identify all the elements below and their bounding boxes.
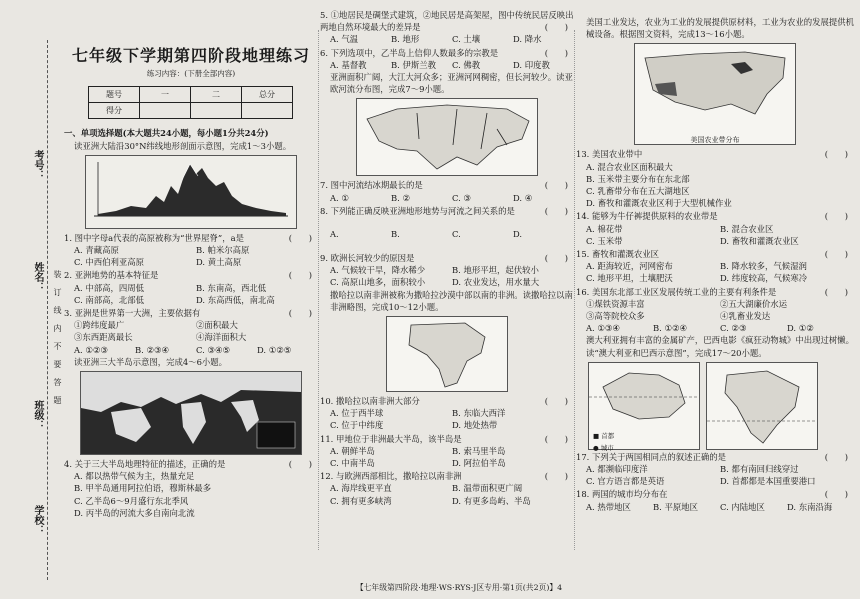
score-cell: 总分 <box>242 87 293 103</box>
option: B. 地形 <box>391 34 420 45</box>
question-3 <box>64 307 318 356</box>
eurasia-map-graphic <box>357 99 537 175</box>
option: A. 海岸线更平直 <box>330 483 392 494</box>
answer-blank[interactable]: ( ) <box>824 249 848 260</box>
answer-blank[interactable]: ( ) <box>824 286 848 297</box>
option: ④海洋面积大 <box>196 332 247 343</box>
map-caption: 美国农业带分布 <box>690 135 740 144</box>
option: B. 玉米带主要分布在东北部 <box>586 173 690 184</box>
question-6 <box>320 47 574 71</box>
option: C. ③ <box>452 192 471 203</box>
option: D. 畜牧和灌溉农业区利于大型机械作业 <box>586 198 732 209</box>
column-3 <box>576 8 854 513</box>
column-1 <box>64 8 318 519</box>
option: C. ③④⑤ <box>196 344 230 355</box>
question-stem: 16. 美国东北部工业区发展传统工业的主要有利条件是 <box>576 286 777 297</box>
answer-blank[interactable]: ( ) <box>288 232 312 243</box>
score-cell: 二 <box>191 87 242 103</box>
question-stem: 15. 畜牧和灌溉农业区 <box>576 249 659 260</box>
question-stem: 8. 下列能正确反映亚洲地形地势与河流之间关系的是 <box>320 205 515 216</box>
binding-seal-text: 装订线内不要答题 <box>53 270 62 414</box>
option: B. 甲半岛通用阿拉伯语，穆斯林最多 <box>74 483 212 494</box>
option: C. 地形平坦，土壤肥沃 <box>586 273 673 284</box>
name-label: 姓名： <box>32 262 43 292</box>
option: A. 中部高，四周低 <box>74 282 144 293</box>
option: D. 阿拉伯半岛 <box>452 458 506 469</box>
answer-blank[interactable]: ( ) <box>544 180 568 191</box>
answer-blank[interactable]: ( ) <box>544 433 568 444</box>
option: B. ①②④ <box>653 323 688 334</box>
option: D. 有更多岛屿、半岛 <box>452 495 531 506</box>
usa-map-graphic <box>635 44 795 130</box>
answer-blank[interactable]: ( ) <box>288 308 312 319</box>
option: C. 南部高，北部低 <box>74 294 145 305</box>
question-stem: 2. 亚洲地势的基本特征是 <box>64 270 159 281</box>
option: D. 首都都是本国重要港口 <box>720 476 816 487</box>
answer-blank[interactable]: ( ) <box>288 459 312 470</box>
question-9 <box>320 252 574 289</box>
asia-profile-figure <box>85 155 297 229</box>
answer-blank[interactable]: ( ) <box>544 22 568 33</box>
option: ③高等院校众多 <box>586 311 645 322</box>
question-7 <box>320 179 574 203</box>
question-stem: 18. 两国的城市均分布在 <box>576 489 668 500</box>
option: A. 混合农业区面积最大 <box>586 161 673 172</box>
australia-map <box>588 362 700 453</box>
option: A. 棉花带 <box>586 223 623 234</box>
brazil-map-graphic <box>707 363 817 449</box>
question-4 <box>64 458 318 519</box>
option: D. 畜牧和灌溉农业区 <box>720 235 799 246</box>
option: B. 地形平坦，起伏较小 <box>452 265 539 276</box>
rivers-intro: 亚洲面积广阔，大江大河众多；亚洲河网稠密，但长河较少。读亚欧河流分布图，完成7～9小题。 <box>330 72 573 95</box>
option: ②五大湖廉价水运 <box>720 298 787 309</box>
aus-brazil-intro: 澳大利亚拥有丰富的金属矿产，巴西电影《疯狂动物城》中出现过树懒。读“澳大利亚和巴西示意图”，完成17～20小题。 <box>586 335 854 358</box>
question-stem: 5. ①地居民是碉堡式建筑，②地民居是高架屋，图中传统民居反映出两地自然环境最大的差异是 <box>320 10 574 33</box>
option: C. 高原山地多，面积较小 <box>330 277 426 288</box>
score-cell: 一 <box>140 87 191 103</box>
score-cell <box>140 103 191 119</box>
section-heading: 一、单项选择题(本大题共24小题，每小题1分共24分) <box>64 128 269 139</box>
legend-city: 城市 <box>600 444 614 453</box>
school-label: 学校： <box>32 505 43 535</box>
column-divider <box>574 30 575 550</box>
peninsula-map-graphic <box>81 372 301 454</box>
question-1 <box>64 232 318 269</box>
option: A. 都濒临印度洋 <box>586 464 648 475</box>
option: C. 乳畜带分布在五大湖地区 <box>586 186 690 197</box>
option: D. 印度教 <box>513 59 550 70</box>
option: C. 中西伯利亚高原 <box>74 257 145 268</box>
option: D. ①② <box>787 323 814 334</box>
option: C. <box>452 228 461 239</box>
map-intro: 读亚洲三大半岛示意图，完成4～6小题。 <box>74 356 228 367</box>
option: A. 气温 <box>330 34 359 45</box>
question-11 <box>320 433 574 470</box>
question-15 <box>576 248 854 285</box>
question-13 <box>576 148 854 209</box>
option: A. 基督教 <box>330 59 367 70</box>
option: C. 乙半岛6～9月盛行东北季风 <box>74 495 189 506</box>
section-intro: 读亚洲大陆沿30°N纬线地形剖面示意图，完成1～3小题。 <box>74 140 292 151</box>
option: B. 降水较多，气候湿润 <box>720 261 807 272</box>
option: D. 丙半岛的河流大多自南向北流 <box>74 507 195 518</box>
option: A. 都以热带气候为主，热量充足 <box>74 471 195 482</box>
option: A. ①③④ <box>586 323 620 334</box>
page-footer: 【七年级第四阶段·地理·WS·RYS·J区专用·第1页(共2页)】4 <box>355 583 563 592</box>
option: C. 土壤 <box>452 34 481 45</box>
option: A. 位于西半球 <box>330 408 384 419</box>
question-stem: 9. 欧洲长河较少的原因是 <box>320 253 415 264</box>
answer-blank[interactable]: ( ) <box>544 396 568 407</box>
question-8 <box>320 205 574 251</box>
score-cell: 得分 <box>89 103 140 119</box>
score-table <box>88 86 293 119</box>
question-stem: 3. 亚洲是世界第一大洲，主要依据有 <box>64 308 201 319</box>
question-stem: 10. 撒哈拉以南非洲大部分 <box>320 396 420 407</box>
option: C. 官方语言都是英语 <box>586 476 665 487</box>
terrain-profile-graphic <box>86 156 296 228</box>
question-12 <box>320 470 574 507</box>
answer-blank[interactable]: ( ) <box>544 205 568 216</box>
score-cell <box>242 103 293 119</box>
africa-intro: 撒哈拉以南非洲被称为撒哈拉沙漠中部以南的非洲。读撒哈拉以南非洲略图，完成10～12小题。 <box>330 289 573 312</box>
answer-blank[interactable]: ( ) <box>544 253 568 264</box>
question-5 <box>320 9 574 46</box>
question-2 <box>64 269 318 306</box>
option: D. 降水 <box>513 34 542 45</box>
option: B. 温带面积更广阔 <box>452 483 523 494</box>
question-stem: 6. 下列选项中，乙半岛上信仰人数最多的宗教是 <box>320 47 499 58</box>
answer-blank[interactable]: ( ) <box>544 471 568 482</box>
option: D. 黄土高原 <box>196 257 242 268</box>
answer-blank[interactable]: ( ) <box>824 211 848 222</box>
binding-line <box>47 40 48 580</box>
option: ①跨纬度最广 <box>74 320 125 331</box>
option: C. 玉米带 <box>586 235 623 246</box>
option: B. 东南高，西北低 <box>196 282 267 293</box>
option: C. 内陆地区 <box>720 501 765 512</box>
question-10 <box>320 395 574 432</box>
option: C. 拥有更多峡湾 <box>330 495 392 506</box>
option: B. ②③④ <box>135 344 170 355</box>
option: B. 平原地区 <box>653 501 698 512</box>
question-16 <box>576 286 854 335</box>
question-stem: 1. 图中字母a代表的高原被称为“世界屋脊”，a是 <box>64 232 244 243</box>
exam-no-label: 考号： <box>32 150 43 180</box>
aus-brazil-maps <box>588 362 854 453</box>
option: A. 热带地区 <box>586 501 631 512</box>
class-label: 班级： <box>32 400 43 430</box>
question-14 <box>576 210 854 247</box>
option: A. ①②③ <box>74 344 108 355</box>
question-18 <box>576 488 854 512</box>
question-stem: 7. 图中河流结冰期最长的是 <box>320 180 423 191</box>
page-subtitle: 练习内容：(下册全部内容) <box>146 69 236 79</box>
answer-blank[interactable]: ( ) <box>824 451 848 462</box>
usa-agriculture-map <box>634 43 796 145</box>
option: D. ①②⑤ <box>257 344 292 355</box>
option: A. 朝鲜半岛 <box>330 445 375 456</box>
option: ③东西距离最长 <box>74 332 133 343</box>
answer-blank[interactable]: ( ) <box>288 270 312 281</box>
option: B. 伊斯兰教 <box>391 59 436 70</box>
option: A. 青藏高原 <box>74 245 119 256</box>
option: B. 都有南回归线穿过 <box>720 464 799 475</box>
option: A. ① <box>330 192 349 203</box>
africa-map-graphic <box>387 317 507 391</box>
score-cell: 题号 <box>89 87 140 103</box>
option: D. 地处热带 <box>452 420 498 431</box>
question-17 <box>576 451 854 488</box>
option: C. ②③ <box>720 323 747 334</box>
option: D. <box>513 228 523 239</box>
question-stem: 12. 与欧洲西部相比，撒哈拉以南非洲 <box>320 471 462 482</box>
question-stem: 11. 甲地位于非洲最大半岛，该半岛是 <box>320 433 462 444</box>
option: B. 索马里半岛 <box>452 445 506 456</box>
option: ④乳畜业发达 <box>720 311 771 322</box>
asia-peninsulas-map <box>80 371 302 455</box>
map-legend: ■ 首都 ● 城市 <box>593 432 615 453</box>
africa-map <box>386 316 508 392</box>
answer-blank[interactable]: ( ) <box>824 149 848 160</box>
column-divider <box>318 30 319 550</box>
page-title: 七年级下学期第四阶段地理练习 <box>71 46 310 65</box>
option: D. 纬度较高，气候寒冷 <box>720 273 808 284</box>
option: A. 气候较干旱，降水稀少 <box>330 265 426 276</box>
option: D. 东南沿海 <box>787 501 833 512</box>
option: B. 混合农业区 <box>720 223 774 234</box>
option: A. <box>330 228 339 239</box>
option: ②面积最大 <box>196 320 238 331</box>
option: B. 东临大西洋 <box>452 408 506 419</box>
option: A. 距海较近，河网密布 <box>586 261 673 272</box>
score-cell <box>191 103 242 119</box>
option: ①煤铁资源丰富 <box>586 298 645 309</box>
option: D. 农业发达，用水量大 <box>452 277 540 288</box>
usa-intro: 美国工业发达，农业为工业的发展提供原材料，工业为农业的发展提供机械设备。根据图文资料，完成13～16小题。 <box>586 17 854 40</box>
option: B. <box>391 228 400 239</box>
eurasia-rivers-map <box>356 98 538 176</box>
binding-strip <box>0 0 62 599</box>
brazil-map <box>706 362 818 450</box>
question-stem: 13. 美国农业带中 <box>576 149 643 160</box>
option: D. 东高西低，南北高 <box>196 294 275 305</box>
answer-blank[interactable]: ( ) <box>824 489 848 500</box>
option: D. ④ <box>513 192 533 203</box>
option: B. 帕米尔高原 <box>196 245 250 256</box>
option: C. 中南半岛 <box>330 458 375 469</box>
column-2 <box>320 8 574 507</box>
option: B. ② <box>391 192 410 203</box>
australia-map-graphic <box>589 363 699 427</box>
question-stem: 17. 下列关于两国相同点的叙述正确的是 <box>576 451 726 462</box>
question-stem: 4. 关于三大半岛地理特征的描述，正确的是 <box>64 459 226 470</box>
answer-blank[interactable]: ( ) <box>544 47 568 58</box>
option: C. 位于中纬度 <box>330 420 384 431</box>
legend-capital: 首都 <box>601 432 615 441</box>
option: C. 佛教 <box>452 59 481 70</box>
question-stem: 14. 能够为牛仔裤提供原料的农业带是 <box>576 211 718 222</box>
